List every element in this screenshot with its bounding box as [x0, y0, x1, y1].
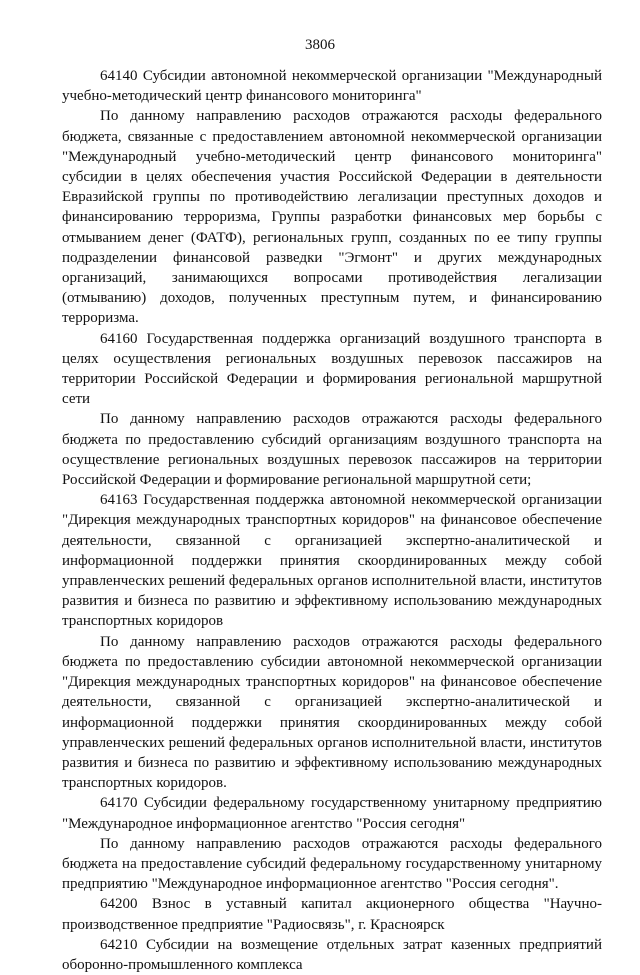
document-body — [62, 66, 602, 975]
paragraph-64140-description: По данному направлению расходов отражаются расходы федерального бюджета, связанные с предоставлением автономной некоммерческой организации "Международный учебно-методический центр финансового мониторинга" субсидии в целях обеспечения участия Российской Федерации в деятельности Евразийской группы по противодействию легализации преступных доходов и финансированию терроризма, Группы разработки финансовых мер борьбы с отмыванием денег (ФАТФ), региональных групп, созданных по ее типу группы подразделении финансовой разведки "Эгмонт" и других международных организаций, занимающихся вопросами противодействия легализации (отмыванию) доходов, полученных преступным путем, и финансированию терроризма. — [62, 108, 602, 327]
paragraph-64140-heading: 64140 Субсидии автономной некоммерческой организации "Международный учебно-методический центр финансового мониторинга" — [62, 68, 602, 105]
paragraph-64160-heading: 64160 Государственная поддержка организаций воздушного транспорта в целях осуществления региональных воздушных перевозок пассажиров на территории Российской Федерации и формирования региональной маршрутной сети — [62, 330, 602, 408]
paragraph-64210-heading: 64210 Субсидии на возмещение отдельных затрат казенных предприятий оборонно-промышленного комплекса — [62, 936, 602, 973]
paragraph-64200-heading: 64200 Взнос в уставный капитал акционерного общества "Научно-производственное предприятие "Радиосвязь", г. Красноярск — [62, 896, 602, 933]
page-number: 3806 — [305, 37, 335, 53]
paragraph-64170-heading: 64170 Субсидии федеральному государственному унитарному предприятию "Международное информационное агентство "Россия сегодня" — [62, 795, 602, 832]
paragraph-64170-description: По данному направлению расходов отражаются расходы федерального бюджета на предоставление субсидий федеральному государственному унитарному предприятию "Международное информационное агентство "Россия сегодня". — [62, 835, 602, 893]
paragraph-64163-description: По данному направлению расходов отражаются расходы федерального бюджета по предоставлению субсидии автономной некоммерческой организации "Дирекция международных транспортных коридоров" на финансовое обеспечение деятельности, связанной с организацией экспертно-аналитической и информационной поддержки принятия скоординированных между собой управленческих решений федеральных органов исполнительной власти, институтов развития и бизнеса по развитию и эффективному использованию международных транспортных коридоров. — [62, 633, 602, 792]
paragraph-64160-description: По данному направлению расходов отражаются расходы федерального бюджета по предоставлению субсидий организациям воздушного транспорта на осуществление региональных воздушных перевозок пассажиров на территории Российской Федерации и формирование региональной маршрутной сети; — [62, 411, 602, 489]
paragraph-64163-heading: 64163 Государственная поддержка автономной некоммерческой организации "Дирекция международных транспортных коридоров" на финансовое обеспечение деятельности, связанной с организацией экспертно-аналитической и информационной поддержки принятия скоординированных между собой управленческих решений федеральных органов исполнительной власти, институтов развития и бизнеса по развитию и эффективному использованию международных транспортных коридоров — [62, 492, 602, 630]
